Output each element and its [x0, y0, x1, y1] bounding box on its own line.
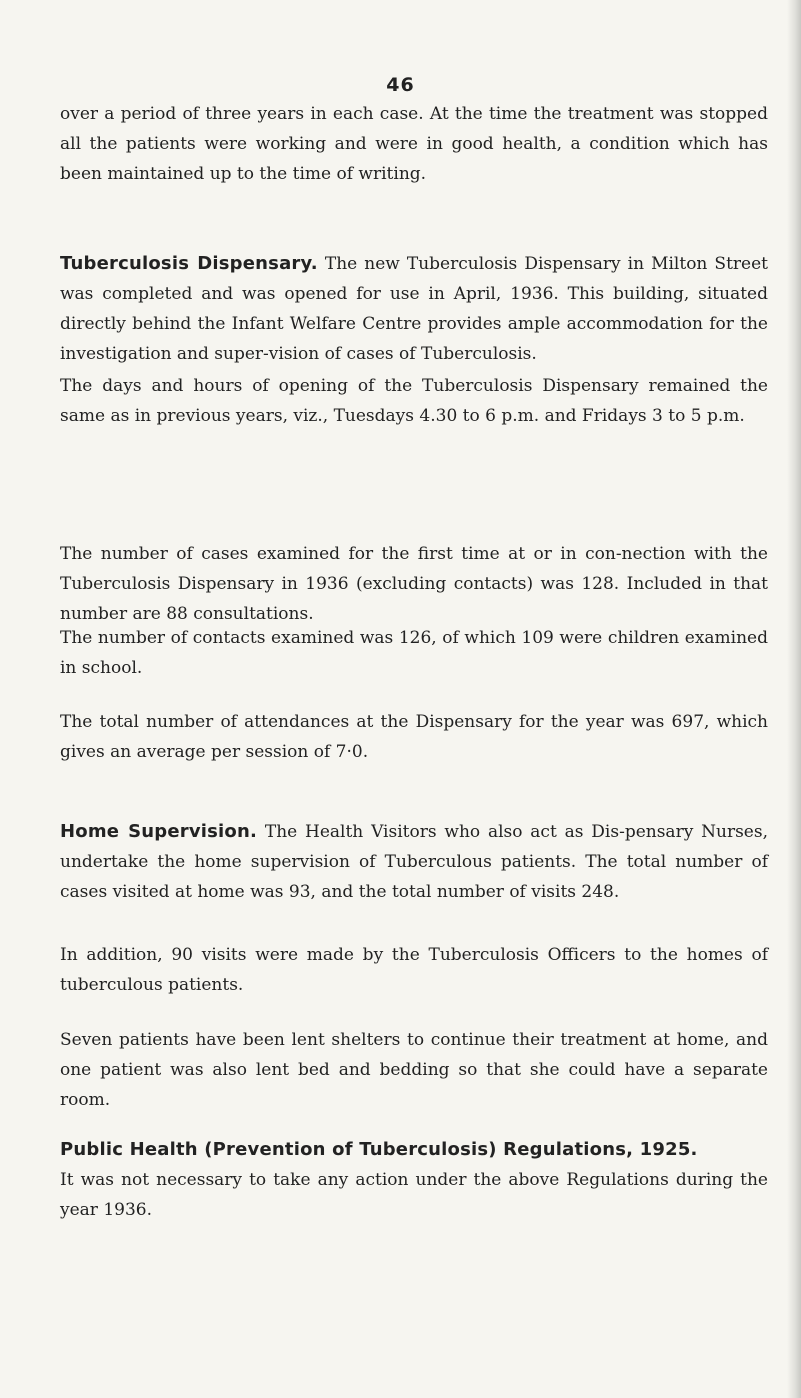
paragraph-text: The new Tuberculosis Dispensary in Milton Street was completed and was opened for use in April, 1936. This building, situated directly behind the Infant Welfare Centre provides ample accommodation for the investigation and super-vision of cases of Tuberculosis. [60, 254, 768, 364]
paragraph-cases-examined [60, 539, 768, 629]
paragraph-text: over a period of three years in each case. At the time the treatment was stopped all the patients were working and were in good health, a condition which has been maintained up to the time of writing. [60, 104, 768, 184]
paragraph-regulations [60, 1135, 768, 1225]
paragraph-text: The Health Visitors who also act as Dis-pensary Nurses, undertake the home supervision of Tuberculous patients. The total number of cases visited at home was 93, and the total number of visits 248. [60, 822, 768, 902]
paragraph-text: Seven patients have been lent shelters to continue their treatment at home, and one patient was also lent bed and bedding so that she could have a separate room. [60, 1030, 768, 1110]
paragraph-text: The number of contacts examined was 126, of which 109 were children examined in school. [60, 628, 768, 678]
paragraph-text: The days and hours of opening of the Tuberculosis Dispensary remained the same as in previous years, viz., Tuesdays 4.30 to 6 p.m. and Fridays 3 to 5 p.m. [60, 376, 768, 426]
paragraph-tuberculosis-dispensary [60, 249, 768, 369]
paragraph-text: The number of cases examined for the first time at or in con-nection with the Tuberculosis Dispensary in 1936 (excluding contacts) was 128. Included in that number are 88 consultations. [60, 544, 768, 624]
page-edge-shadow [787, 0, 801, 1398]
paragraph-home-supervision [60, 817, 768, 907]
page-number: 46 [386, 74, 415, 96]
paragraph-text: In addition, 90 visits were made by the Tuberculosis Officers to the homes of tuberculous patients. [60, 945, 768, 995]
paragraph-shelters [60, 1025, 768, 1115]
section-heading-regulations: Public Health (Prevention of Tuberculosis) Regulations, 1925. [60, 1139, 698, 1160]
paragraph-officer-visits [60, 940, 768, 1000]
paragraph-text: The total number of attendances at the Dispensary for the year was 697, which gives an average per session of 7·0. [60, 712, 768, 762]
section-heading-tuberculosis-dispensary: Tuberculosis Dispensary. [60, 253, 318, 274]
paragraph-treatment-continuation [60, 99, 768, 189]
paragraph-opening-hours [60, 371, 768, 431]
section-heading-home-supervision: Home Supervision. [60, 821, 258, 842]
paragraph-text: It was not necessary to take any action under the above Regulations during the year 1936. [60, 1170, 768, 1220]
paragraph-contacts-examined [60, 623, 768, 683]
paragraph-attendances [60, 707, 768, 767]
